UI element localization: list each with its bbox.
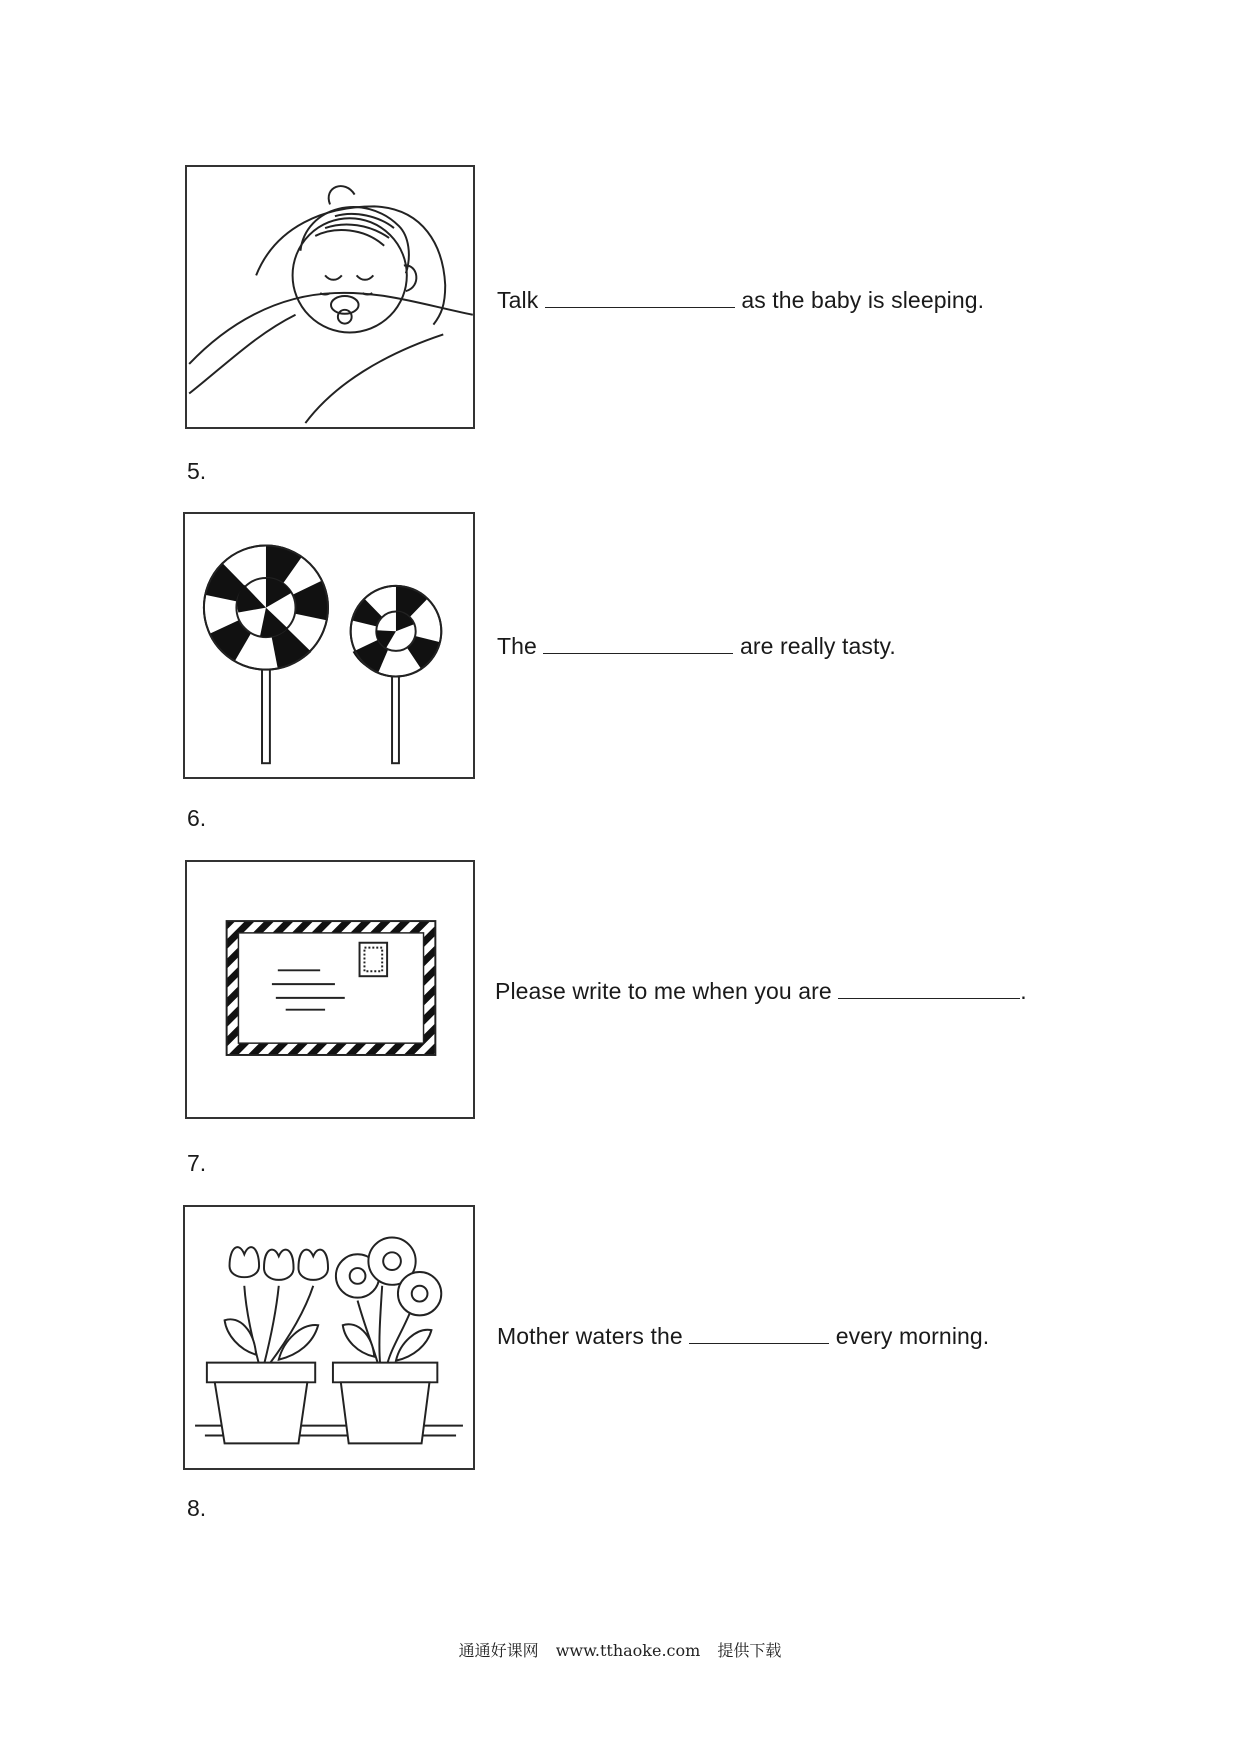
sentence-after: every morning.	[835, 1323, 990, 1349]
picture-frame-lollipops	[183, 512, 475, 779]
question-number: 5.	[187, 458, 207, 484]
sentence-before: Talk	[497, 287, 539, 313]
envelope-icon	[187, 862, 473, 1117]
footer-url[interactable]: www.tthaoke.com	[555, 1641, 701, 1660]
picture-frame-baby	[185, 165, 475, 429]
question-sentence	[497, 1323, 989, 1350]
question-number: 6.	[187, 805, 207, 831]
answer-blank[interactable]	[543, 635, 733, 654]
question-sentence	[495, 978, 1027, 1005]
flower-pots-icon	[185, 1207, 473, 1468]
answer-blank[interactable]	[838, 980, 1020, 999]
lollipops-icon	[185, 514, 473, 777]
sentence-before: The	[497, 633, 537, 659]
picture-frame-envelope	[185, 860, 475, 1119]
sentence-before: Mother waters the	[497, 1323, 683, 1349]
sentence-after: as the baby is sleeping.	[741, 287, 985, 313]
answer-blank[interactable]	[545, 289, 735, 308]
question-number: 7.	[187, 1150, 207, 1176]
question-sentence	[497, 287, 984, 314]
sentence-after: are really tasty.	[739, 633, 896, 659]
picture-frame-flowers	[183, 1205, 475, 1470]
question-sentence	[497, 633, 896, 660]
page-footer	[0, 1638, 1240, 1661]
sentence-before: Please write to me when you are	[495, 978, 832, 1004]
sentence-after: .	[1020, 978, 1027, 1004]
question-number: 8.	[187, 1495, 207, 1521]
sleeping-baby-icon	[187, 167, 473, 427]
footer-site-name: 通通好课网	[458, 1641, 539, 1660]
footer-suffix: 提供下载	[717, 1641, 782, 1660]
answer-blank[interactable]	[689, 1325, 829, 1344]
